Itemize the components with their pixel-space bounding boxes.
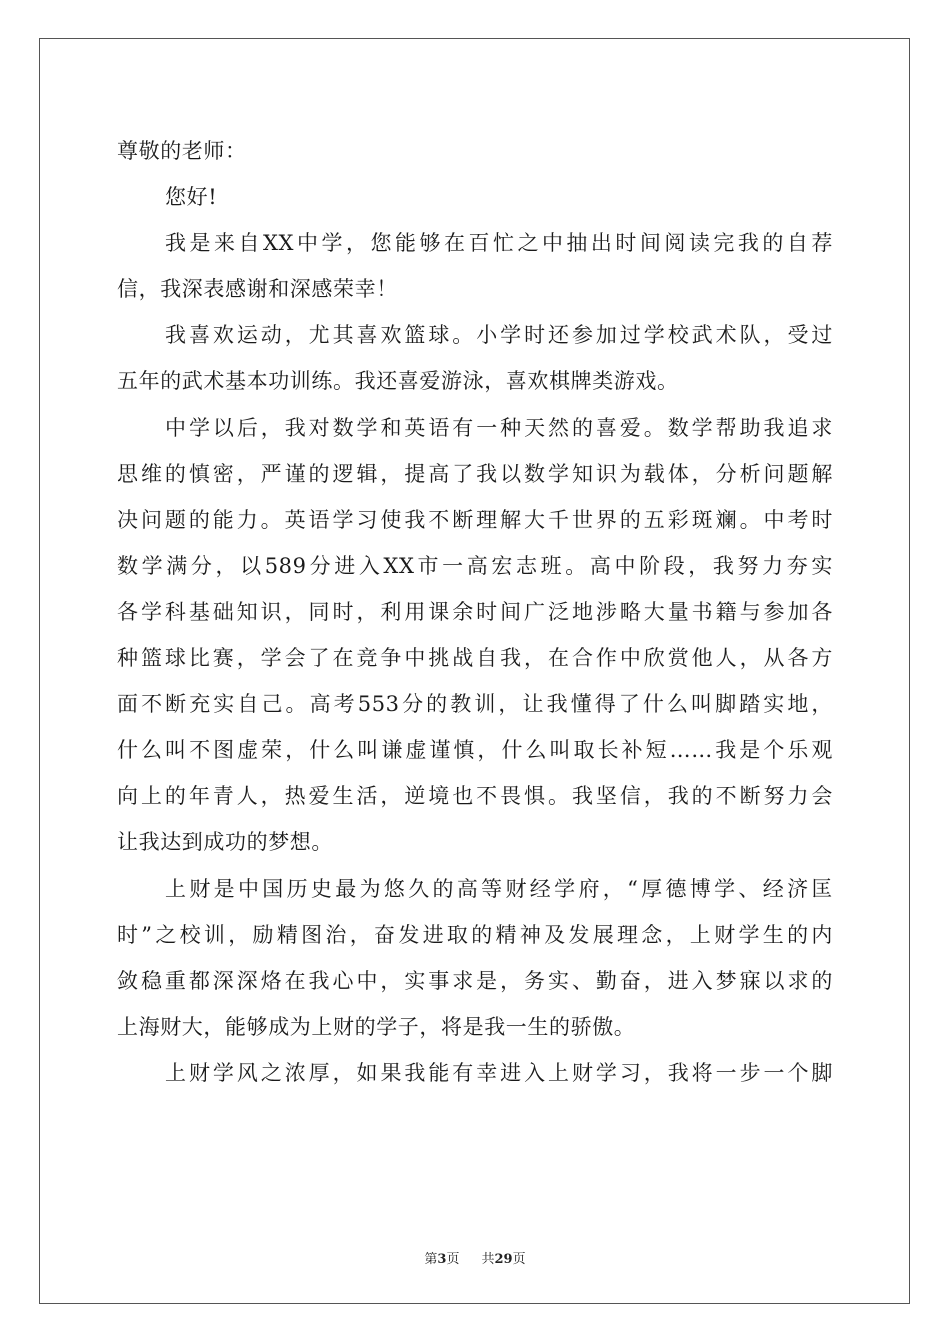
- letter-line: 上海财大，能够成为上财的学子，将是我一生的骄傲。: [117, 1014, 636, 1039]
- page-prefix: 第: [424, 1252, 438, 1267]
- letter-line: 时”之校训，励精图治，奋发进取的精神及发展理念，上财学生的内: [117, 922, 833, 947]
- page-footer: [0, 1248, 950, 1267]
- page-suffix: 页: [446, 1252, 460, 1267]
- total-suffix: 页: [512, 1252, 526, 1267]
- letter-line: 让我达到成功的梦想。: [117, 830, 333, 855]
- letter-line: 上财学风之浓厚，如果我能有幸进入上财学习，我将一步一个脚: [165, 1060, 833, 1085]
- letter-line: 数学满分，以589分进入XX市一高宏志班。高中阶段，我努力夯实: [117, 553, 833, 578]
- letter-line: 您好!: [165, 185, 218, 210]
- letter-line: 向上的年青人，热爱生活，逆境也不畏惧。我坚信，我的不断努力会: [117, 784, 833, 809]
- letter-body: [117, 128, 833, 1096]
- letter-line: 什么叫不图虚荣，什么叫谦虚谨慎，什么叫取长补短……我是个乐观: [117, 738, 833, 763]
- letter-line: 敛稳重都深深烙在我心中，实事求是，务实、勤奋，进入梦寐以求的: [117, 968, 833, 993]
- letter-line: 我喜欢运动，尤其喜欢篮球。小学时还参加过学校武术队，受过: [165, 323, 833, 348]
- letter-line: 面不断充实自己。高考553分的教训，让我懂得了什么叫脚踏实地，: [117, 692, 833, 717]
- letter-line: 种篮球比赛，学会了在竞争中挑战自我，在合作中欣赏他人，从各方: [117, 646, 833, 671]
- letter-line: 各学科基础知识，同时，利用课余时间广泛地涉略大量书籍与参加各: [117, 599, 833, 624]
- letter-line: 尊敬的老师：: [117, 139, 247, 163]
- page-number: 3: [437, 1252, 447, 1267]
- letter-line: 思维的慎密，严谨的逻辑，提高了我以数学知识为载体，分析问题解: [117, 461, 833, 486]
- letter-line: 决问题的能力。英语学习使我不断理解大千世界的五彩斑斓。中考时: [117, 507, 833, 532]
- letter-line: 五年的武术基本功训练。我还喜爱游泳，喜欢棋牌类游戏。: [117, 369, 679, 394]
- total-pages: 29: [494, 1252, 513, 1267]
- letter-line: 上财是中国历史最为悠久的高等财经学府，“厚德博学、经济匡: [165, 876, 833, 901]
- letter-line: 中学以后，我对数学和英语有一种天然的喜爱。数学帮助我追求: [165, 415, 833, 440]
- total-prefix: 共: [481, 1252, 495, 1267]
- letter-line: 我是来自XX中学，您能够在百忙之中抽出时间阅读完我的自荐: [165, 231, 833, 256]
- letter-line: 信，我深表感谢和深感荣幸！: [117, 277, 398, 302]
